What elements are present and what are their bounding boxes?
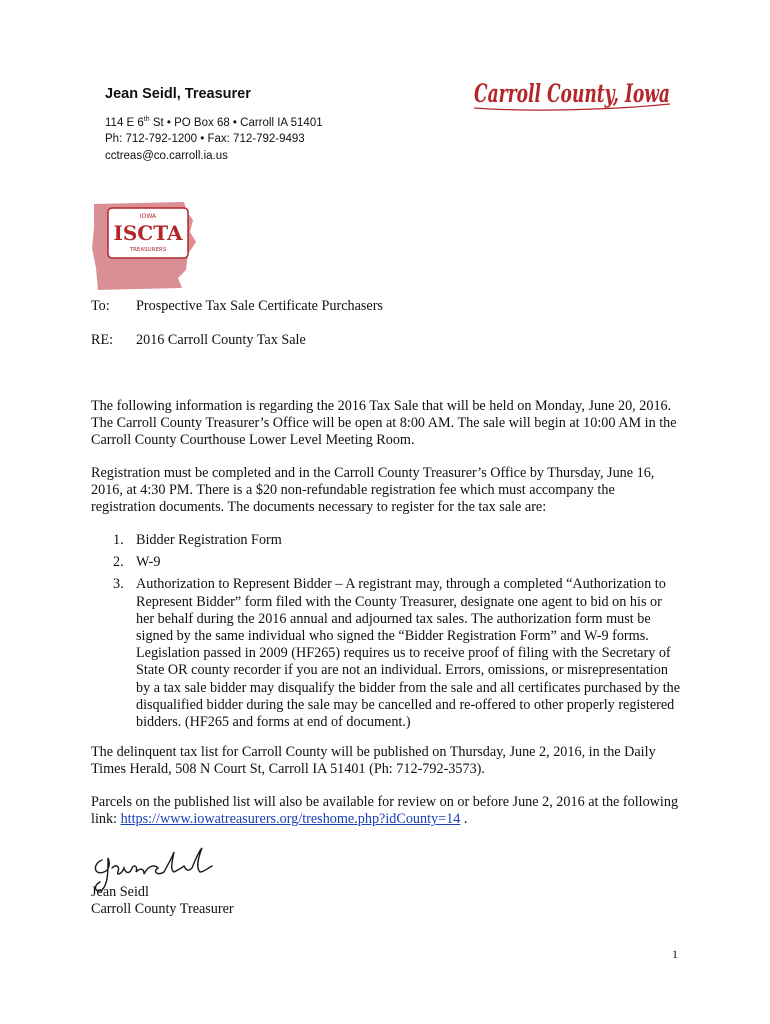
county-logo-text: Carroll County, Iowa bbox=[474, 79, 670, 108]
office-address: 114 E 6th St • PO Box 68 • Carroll IA 51401 bbox=[105, 116, 323, 129]
signer-name: Jean Seidl bbox=[91, 884, 149, 900]
paragraph-registration: Registration must be completed and in the Carroll County Treasurer’s Office by Thursday, June 16, 2016, at 4:30 PM. There is a $20 non-refundable registration fee which must accompany the registration documents. The documents necessary to register for the tax sale are: bbox=[91, 465, 655, 516]
memo-re-value: 2016 Carroll County Tax Sale bbox=[136, 332, 306, 348]
office-phone-fax: Ph: 712-792-1200 • Fax: 712-792-9493 bbox=[105, 133, 305, 145]
treasurers-website-link[interactable]: https://www.iowatreasurers.org/treshome.php?idCounty=14 bbox=[120, 811, 461, 828]
list-item: 1. Bidder Registration Form bbox=[113, 532, 282, 548]
iscta-bottom-text: TREASURERS bbox=[129, 247, 167, 253]
signer-title: Carroll County Treasurer bbox=[91, 901, 234, 917]
paragraph-parcels-link: Parcels on the published list will also be available for review on or before June 2, 2016 at the following link: https://www.iowatreasurers.org/treshome.php?idCounty=14 . bbox=[91, 794, 679, 828]
list-item: 2. W-9 bbox=[113, 554, 161, 571]
office-email: cctreas@co.carroll.ia.us bbox=[105, 150, 228, 162]
iscta-logo bbox=[88, 198, 198, 294]
memo-re-label: RE: bbox=[91, 332, 114, 348]
memo-to-value: Prospective Tax Sale Certificate Purchasers bbox=[136, 298, 383, 314]
carroll-county-logo bbox=[470, 68, 675, 120]
treasurer-name: Jean Seidl, Treasurer bbox=[105, 86, 251, 102]
list-item: 3. Authorization to Represent Bidder – A registrant may, through a completed “Authorization to Represent Bidder” form filed with the County Treasurer, designate one agent to bid on his or her behalf during the 2016 annual and adjourned tax sales. The authorization form must be signed by the same individual who signed the “Bidder Registration Form” and W-9 forms. Legislation passed in 2009 (HF265) requires us to receive proof of filing with the Secretary of State OR county recorder if you are not an individual. Errors, omissions, or misrepresentation by a tax sale bidder may disqualify the bidder from the sale and all certificates purchased by the disqualified bidder during the sale may be cancelled and re-offered to other properly registered bidders. (HF265 and forms at end of document.) bbox=[113, 576, 681, 731]
page-number: 1 bbox=[672, 947, 678, 961]
required-documents-list bbox=[91, 532, 681, 731]
memo-to-label: To: bbox=[91, 298, 110, 314]
paragraph-sale-info: The following information is regarding the 2016 Tax Sale that will be held on Monday, June 20, 2016. The Carroll County Treasurer’s Office will be open at 8:00 AM. The sale will begin at 10:00 AM in the Carroll County Courthouse Lower Level Meeting Room. bbox=[91, 398, 677, 449]
iscta-main-text: ISCTA bbox=[113, 221, 183, 245]
paragraph-delinquent-list: The delinquent tax list for Carroll County will be published on Thursday, June 2, 2016, in the Daily Times Herald, 508 N Court St, Carroll IA 51401 (Ph: 712-792-3573). bbox=[91, 744, 656, 778]
iscta-top-text: IOWA bbox=[139, 213, 157, 220]
